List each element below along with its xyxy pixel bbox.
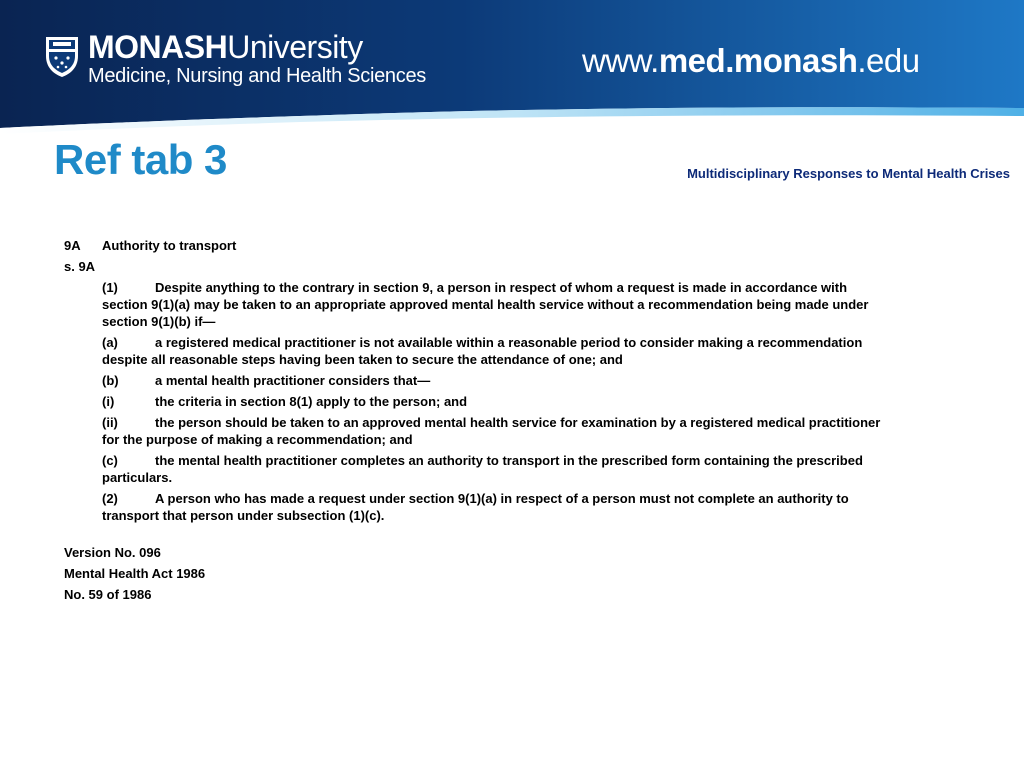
slide-title: Ref tab 3: [54, 136, 227, 183]
faculty-name: Medicine, Nursing and Health Sciences: [88, 65, 426, 87]
clause-text: a registered medical practitioner is not available within a reasonable period to consider making a recommendation despite all reasonable steps having been taken to secure the attendance of one; and: [102, 335, 863, 367]
clause-label: (2): [102, 491, 118, 506]
university-name-light: University: [227, 29, 363, 65]
section-reference: s. 9A: [64, 259, 96, 274]
clause-item: [64, 279, 894, 330]
clause-text: Despite anything to the contrary in section 9, a person in respect of whom a request is made in accordance with section 9(1)(a) may be taken to an appropriate approved mental health service without a recommendation being made under section 9(1)(b) if—: [102, 280, 869, 329]
clause-item: [64, 452, 894, 486]
clause-item: [64, 490, 894, 524]
clause-label: (b): [102, 373, 119, 388]
footer-version: Version No. 096: [64, 545, 161, 560]
clause-text: A person who has made a request under section 9(1)(a) in respect of a person must not complete an authority to transport that person under subsection (1)(c).: [102, 491, 849, 523]
footer-act-number: No. 59 of 1986: [64, 587, 152, 602]
clause-text: a mental health practitioner considers that—: [155, 373, 431, 388]
clause-text: the person should be taken to an approved mental health service for examination by a registered medical practitioner for the purpose of making a recommendation; and: [102, 415, 881, 447]
clause-text: the mental health practitioner completes an authority to transport in the prescribed form containing the prescribed particulars.: [102, 453, 863, 485]
clause-item: [64, 334, 894, 368]
clause-label: (ii): [102, 415, 118, 430]
slide-body: [64, 237, 894, 607]
section-heading-label: 9A: [64, 238, 81, 253]
section-heading-text: Authority to transport: [102, 238, 237, 253]
university-name-bold: MONASH: [88, 29, 228, 65]
section-heading: [64, 237, 894, 254]
clause-label: (1): [102, 280, 118, 295]
slide-subtitle: Multidisciplinary Responses to Mental Health Crises: [687, 166, 1010, 181]
url-prefix: www.: [582, 42, 659, 79]
website-url[interactable]: [582, 42, 920, 80]
clause-item: [64, 393, 894, 410]
clause-label: (c): [102, 453, 118, 468]
url-main: med.monash: [658, 42, 858, 79]
monash-logo[interactable]: [44, 30, 426, 88]
clause-item: [64, 414, 894, 448]
clause-label: (i): [102, 394, 115, 409]
clause-item: [64, 372, 894, 389]
clause-label: (a): [102, 335, 118, 350]
clause-text: the criteria in section 8(1) apply to the person; and: [155, 394, 468, 409]
footer-act-name: Mental Health Act 1986: [64, 566, 206, 581]
url-suffix: .edu: [857, 42, 920, 79]
monash-crest-icon: [44, 34, 80, 78]
university-name: [88, 30, 426, 64]
